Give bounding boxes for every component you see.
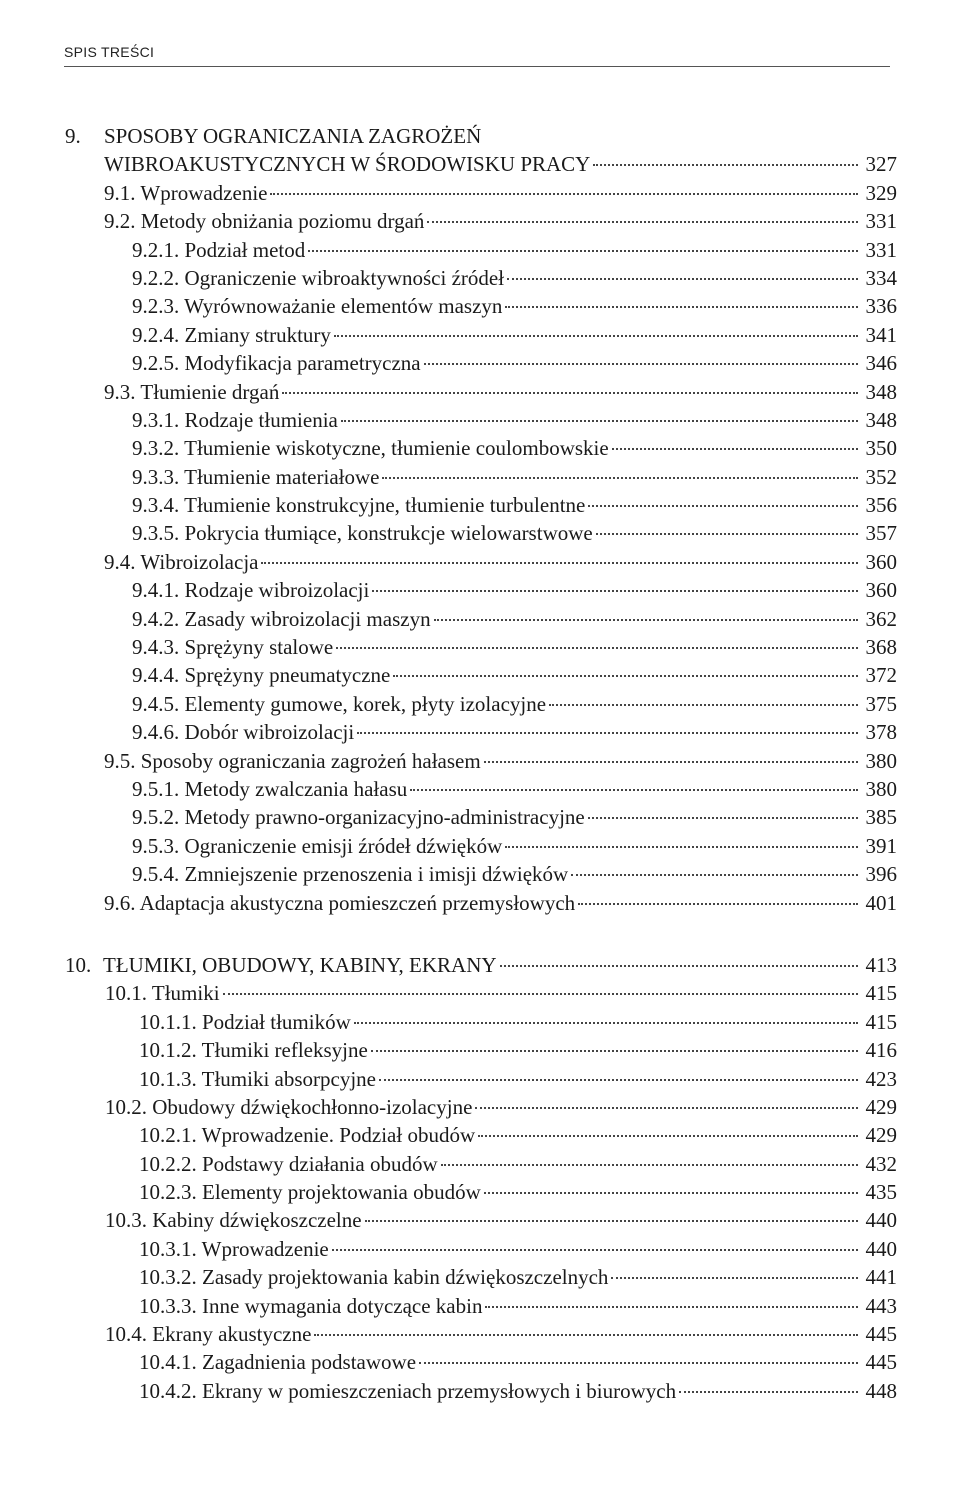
- toc-entry[interactable]: [65, 1178, 897, 1206]
- section-title: Tłumiki: [151, 981, 220, 1006]
- toc-entry[interactable]: [65, 1292, 897, 1320]
- toc-entry-label: [132, 832, 502, 860]
- toc-entry-label: [139, 1036, 368, 1064]
- dot-leader: [424, 363, 858, 365]
- toc-entry[interactable]: [65, 1235, 897, 1263]
- page-number: 336: [865, 294, 897, 319]
- dot-leader: [270, 193, 858, 195]
- header-rule: [64, 66, 890, 67]
- toc-entry[interactable]: [65, 860, 897, 888]
- toc-entry-label: [132, 406, 338, 434]
- section-title: Elementy gumowe, korek, płyty izolacyjne: [184, 691, 547, 716]
- section-number: 9.2.1.: [132, 237, 180, 262]
- page-number: 362: [865, 606, 897, 631]
- dot-leader: [341, 420, 858, 422]
- page-number: 415: [865, 1009, 897, 1034]
- dot-leader: [371, 1050, 858, 1052]
- section-number: 9.5.: [104, 748, 136, 773]
- toc-entry-label: [132, 605, 431, 633]
- dot-leader: [282, 392, 858, 394]
- section-title: Zasady projektowania kabin dźwiękoszczelnych: [202, 1265, 609, 1290]
- chapter-10: [65, 951, 897, 1405]
- toc-entry-label: [139, 1263, 608, 1291]
- toc-entry[interactable]: [65, 406, 897, 434]
- dot-leader: [588, 505, 858, 507]
- toc-entry-label: [132, 519, 593, 547]
- toc-entry[interactable]: [65, 803, 897, 831]
- dot-leader: [334, 335, 858, 337]
- toc-entry-label: [139, 1150, 438, 1178]
- page-number: 385: [865, 805, 897, 830]
- toc-entry-label: [104, 179, 267, 207]
- toc-entry[interactable]: [65, 1320, 897, 1348]
- dot-leader: [612, 448, 858, 450]
- page-number: 350: [865, 436, 897, 461]
- page-number: 413: [865, 952, 897, 977]
- toc-entry-label: [132, 292, 502, 320]
- section-number: 9.4.2.: [132, 606, 180, 631]
- section-title: Pokrycia tłumiące, konstrukcje wielowarstwowe: [184, 521, 593, 546]
- section-title: Rodzaje tłumienia: [184, 407, 338, 432]
- toc-entry-label: [104, 747, 481, 775]
- page-number: 440: [865, 1208, 897, 1233]
- page-number: 391: [865, 833, 897, 858]
- dot-leader: [372, 590, 858, 592]
- dot-leader: [505, 846, 858, 848]
- dot-leader: [593, 164, 858, 166]
- toc-entry[interactable]: [65, 576, 897, 604]
- page-number: 441: [865, 1265, 897, 1290]
- page-number: 375: [865, 691, 897, 716]
- page-number: 378: [865, 720, 897, 745]
- section-number: 10.1.3.: [139, 1066, 197, 1091]
- dot-leader: [500, 965, 858, 967]
- dot-leader: [571, 874, 858, 876]
- toc-entry-label: [139, 1348, 416, 1376]
- section-number: 9.2.5.: [132, 351, 180, 376]
- toc-entry-label: [105, 1093, 472, 1121]
- section-title: Ograniczenie emisji źródeł dźwięków: [184, 833, 503, 858]
- page-number: 331: [865, 237, 897, 262]
- dot-leader: [478, 1135, 858, 1137]
- dot-leader: [332, 1249, 858, 1251]
- chapter-title: SPOSOBY OGRANICZANIA ZAGROŻEŃ: [104, 124, 482, 148]
- page-number: 356: [865, 493, 897, 518]
- toc-entry[interactable]: [65, 491, 897, 519]
- dot-leader: [379, 1079, 858, 1081]
- toc-entry-label: [139, 1121, 475, 1149]
- toc-entry[interactable]: [65, 1206, 897, 1234]
- section-title: Ekrany akustyczne: [152, 1322, 312, 1347]
- toc-entry[interactable]: [65, 1008, 897, 1036]
- toc-entry[interactable]: [65, 1036, 897, 1064]
- toc-entry[interactable]: [65, 979, 897, 1007]
- section-title: Ograniczenie wibroaktywności źródeł: [184, 265, 505, 290]
- toc-entry-label: [139, 1235, 329, 1263]
- toc-entry[interactable]: [65, 690, 897, 718]
- toc-entry[interactable]: [65, 463, 897, 491]
- toc-entry[interactable]: [65, 349, 897, 377]
- dot-leader: [679, 1391, 858, 1393]
- page-number: 396: [865, 862, 897, 887]
- dot-leader: [308, 250, 858, 252]
- section-title: Modyfikacja parametryczna: [184, 351, 421, 376]
- section-number: 9.4.: [104, 549, 136, 574]
- page-number: 423: [865, 1066, 897, 1091]
- section-title: Metody obniżania poziomu drgań: [140, 209, 425, 234]
- toc-entry-label: [132, 803, 585, 831]
- page-number: 346: [865, 351, 897, 376]
- chapter-9-entries: [65, 179, 897, 917]
- section-number: 9.2.3.: [132, 294, 180, 319]
- page-number: 334: [865, 265, 897, 290]
- page-number: 341: [865, 322, 897, 347]
- page-number: 445: [865, 1350, 897, 1375]
- page-number: 401: [865, 890, 897, 915]
- dot-leader: [578, 903, 858, 905]
- section-number: 10.1.: [105, 981, 147, 1006]
- dot-leader: [475, 1107, 858, 1109]
- toc-entry[interactable]: [65, 1150, 897, 1178]
- page-number: 348: [865, 407, 897, 432]
- toc-entry-label: [132, 860, 568, 888]
- toc-entry[interactable]: [65, 605, 897, 633]
- page-number: 348: [865, 379, 897, 404]
- page-number: 443: [865, 1293, 897, 1318]
- section-title: Rodzaje wibroizolacji: [184, 578, 370, 603]
- toc-entry[interactable]: [65, 661, 897, 689]
- toc-entry-label: [104, 207, 424, 235]
- section-title: Wyrównoważanie elementów maszyn: [184, 294, 503, 319]
- page-number: 331: [865, 209, 897, 234]
- section-number: 10.4.1.: [139, 1350, 197, 1375]
- section-title: Inne wymagania dotyczące kabin: [202, 1293, 483, 1318]
- section-number: 9.3.5.: [132, 521, 180, 546]
- section-number: 10.2.2.: [139, 1151, 197, 1176]
- section-number: 10.2.3.: [139, 1180, 197, 1205]
- section-number: 9.4.1.: [132, 578, 180, 603]
- chapter-9: [65, 122, 897, 917]
- toc-entry-label: [132, 463, 379, 491]
- toc-entry[interactable]: [65, 747, 897, 775]
- chapter-title-continued: WIBROAKUSTYCZNYCH W ŚRODOWISKU PRACY: [104, 152, 591, 177]
- toc-entry-label: [132, 491, 585, 519]
- toc-entry[interactable]: [65, 378, 897, 406]
- toc-entry[interactable]: [65, 633, 897, 661]
- section-title: Zmiany struktury: [184, 322, 331, 347]
- section-title: Tłumienie drgań: [140, 379, 280, 404]
- dot-leader: [505, 306, 858, 308]
- section-title: Tłumienie wiskotyczne, tłumienie coulombowskie: [184, 436, 609, 461]
- dot-leader: [382, 477, 858, 479]
- section-title: Podstawy działania obudów: [202, 1151, 438, 1176]
- section-number: 9.5.3.: [132, 833, 180, 858]
- toc-entry[interactable]: [65, 718, 897, 746]
- section-title: Wibroizolacja: [140, 549, 259, 574]
- dot-leader: [507, 278, 858, 280]
- section-title: Podział metod: [184, 237, 306, 262]
- toc-entry-label: [132, 349, 421, 377]
- page-number: 445: [865, 1322, 897, 1347]
- chapter-9-title-line2[interactable]: [65, 150, 897, 178]
- section-number: 9.2.: [104, 209, 136, 234]
- section-number: 9.3.3.: [132, 464, 180, 489]
- page-number: 368: [865, 635, 897, 660]
- dot-leader: [314, 1334, 858, 1336]
- toc-entry-label: [139, 1292, 482, 1320]
- section-number: 9.2.4.: [132, 322, 180, 347]
- section-number: 9.6.: [104, 890, 136, 915]
- dot-leader: [354, 1022, 858, 1024]
- page-number: 432: [865, 1151, 897, 1176]
- toc-entry-label: [104, 548, 258, 576]
- page-number: 440: [865, 1236, 897, 1261]
- toc-entry[interactable]: [65, 207, 897, 235]
- section-number: 10.1.2.: [139, 1038, 197, 1063]
- section-title: Dobór wibroizolacji: [184, 720, 355, 745]
- chapter-number: 9.: [65, 124, 81, 148]
- section-title: Adaptacja akustyczna pomieszczeń przemysłowych: [139, 890, 576, 915]
- section-number: 10.2.1.: [139, 1123, 197, 1148]
- toc-entry[interactable]: [65, 434, 897, 462]
- section-title: Kabiny dźwiękoszczelne: [152, 1208, 362, 1233]
- toc-entry-label: [139, 1178, 481, 1206]
- section-number: 9.5.4.: [132, 862, 180, 887]
- page-number: 380: [865, 776, 897, 801]
- section-number: 10.3.3.: [139, 1293, 197, 1318]
- toc-entry-label: [132, 661, 390, 689]
- section-number: 9.4.5.: [132, 691, 180, 716]
- section-number: 9.3.1.: [132, 407, 180, 432]
- chapter-title: TŁUMIKI, OBUDOWY, KABINY, EKRANY: [103, 952, 497, 977]
- section-title: Zmniejszenie przenoszenia i imisji dźwięków: [184, 862, 569, 887]
- section-title: Metody zwalczania hałasu: [184, 776, 408, 801]
- toc-entry-label: [132, 434, 609, 462]
- section-title: Sprężyny pneumatyczne: [184, 663, 391, 688]
- toc-entry[interactable]: [65, 264, 897, 292]
- dot-leader: [485, 1306, 858, 1308]
- section-number: 9.5.1.: [132, 776, 180, 801]
- toc-entry-label: [132, 690, 546, 718]
- section-title: Ekrany w pomieszczeniach przemysłowych i biurowych: [202, 1378, 677, 1403]
- toc-entry-label: [104, 378, 279, 406]
- toc-entry-label: [139, 1377, 676, 1405]
- page-number: 448: [865, 1378, 897, 1403]
- dot-leader: [365, 1220, 858, 1222]
- toc-entry-label: [105, 1320, 311, 1348]
- section-title: Zasady wibroizolacji maszyn: [184, 606, 431, 631]
- section-number: 9.5.2.: [132, 805, 180, 830]
- page-number: 372: [865, 663, 897, 688]
- dot-leader: [434, 619, 858, 621]
- toc-entry[interactable]: [65, 1263, 897, 1291]
- dot-leader: [484, 761, 858, 763]
- dot-leader: [419, 1362, 858, 1364]
- section-number: 10.4.: [105, 1322, 147, 1347]
- chapter-number: 10.: [65, 952, 92, 977]
- toc-entry[interactable]: [65, 832, 897, 860]
- toc-entry-label: [132, 321, 331, 349]
- toc-entry[interactable]: [65, 519, 897, 547]
- toc-entry-label: [105, 979, 220, 1007]
- running-header: SPIS TREŚCI: [64, 44, 155, 60]
- dot-leader: [549, 704, 858, 706]
- page-number: 327: [865, 152, 897, 177]
- toc-entry-label: [132, 775, 407, 803]
- toc-entry[interactable]: [65, 179, 897, 207]
- dot-leader: [441, 1164, 858, 1166]
- dot-leader: [410, 789, 858, 791]
- section-number: 9.3.: [104, 379, 136, 404]
- section-title: Wprowadzenie: [201, 1236, 329, 1261]
- section-title: Sposoby ograniczania zagrożeń hałasem: [140, 748, 481, 773]
- table-of-contents: [65, 122, 897, 1439]
- section-number: 10.2.: [105, 1094, 147, 1119]
- section-number: 10.1.1.: [139, 1009, 197, 1034]
- section-number: 9.4.4.: [132, 663, 180, 688]
- section-title: Wprowadzenie. Podział obudów: [201, 1123, 476, 1148]
- page-number: 416: [865, 1038, 897, 1063]
- page-number: 360: [865, 578, 897, 603]
- section-number: 10.3.1.: [139, 1236, 197, 1261]
- dot-leader: [596, 533, 858, 535]
- toc-entry-label: [104, 889, 575, 917]
- section-number: 10.4.2.: [139, 1378, 197, 1403]
- toc-entry[interactable]: [65, 321, 897, 349]
- page-number: 352: [865, 464, 897, 489]
- toc-entry[interactable]: [65, 236, 897, 264]
- chapter-10-entries: [65, 979, 897, 1405]
- chapter-9-title-line1: [65, 122, 897, 150]
- dot-leader: [427, 221, 858, 223]
- page-number: 380: [865, 748, 897, 773]
- chapter-10-title[interactable]: [65, 951, 897, 979]
- toc-entry[interactable]: [65, 775, 897, 803]
- page-number: 435: [865, 1180, 897, 1205]
- page-number: 429: [865, 1123, 897, 1148]
- dot-leader: [588, 817, 858, 819]
- page-number: 429: [865, 1094, 897, 1119]
- section-number: 10.3.2.: [139, 1265, 197, 1290]
- section-title: Elementy projektowania obudów: [202, 1180, 481, 1205]
- section-title: Tłumienie materiałowe: [184, 464, 380, 489]
- section-title: Sprężyny stalowe: [184, 635, 334, 660]
- section-number: 9.4.6.: [132, 720, 180, 745]
- dot-leader: [611, 1277, 858, 1279]
- toc-entry[interactable]: [65, 1093, 897, 1121]
- toc-entry-label: [132, 633, 333, 661]
- dot-leader: [484, 1192, 858, 1194]
- section-title: Tłumienie konstrukcyjne, tłumienie turbulentne: [184, 493, 586, 518]
- toc-entry[interactable]: [65, 1377, 897, 1405]
- section-number: 9.4.3.: [132, 635, 180, 660]
- section-title: Metody prawno-organizacyjno-administracyjne: [184, 805, 585, 830]
- toc-entry-label: [132, 236, 305, 264]
- toc-entry[interactable]: [65, 292, 897, 320]
- page-number: 329: [865, 180, 897, 205]
- toc-entry-label: [139, 1008, 351, 1036]
- section-title: Wprowadzenie: [140, 180, 268, 205]
- toc-entry-label: [139, 1065, 376, 1093]
- section-number: 9.1.: [104, 180, 136, 205]
- section-title: Obudowy dźwiękochłonno-izolacyjne: [152, 1094, 473, 1119]
- toc-entry[interactable]: [65, 1348, 897, 1376]
- toc-entry-label: [105, 1206, 362, 1234]
- section-number: 9.3.4.: [132, 493, 180, 518]
- dot-leader: [336, 647, 858, 649]
- dot-leader: [357, 732, 858, 734]
- toc-entry[interactable]: [65, 548, 897, 576]
- section-number: 9.2.2.: [132, 265, 180, 290]
- page-number: 357: [865, 521, 897, 546]
- toc-entry-label: [132, 264, 504, 292]
- toc-entry[interactable]: [65, 1065, 897, 1093]
- section-number: 9.3.2.: [132, 436, 180, 461]
- section-title: Tłumiki absorpcyjne: [201, 1066, 377, 1091]
- section-title: Podział tłumików: [202, 1009, 351, 1034]
- section-number: 10.3.: [105, 1208, 147, 1233]
- page-number: 415: [865, 981, 897, 1006]
- section-title: Zagadnienia podstawowe: [202, 1350, 417, 1375]
- toc-entry[interactable]: [65, 1121, 897, 1149]
- toc-entry-label: [132, 718, 354, 746]
- dot-leader: [223, 993, 858, 995]
- dot-leader: [393, 675, 858, 677]
- toc-entry-label: [132, 576, 369, 604]
- dot-leader: [261, 562, 858, 564]
- toc-entry[interactable]: [65, 889, 897, 917]
- section-title: Tłumiki refleksyjne: [201, 1038, 368, 1063]
- page-number: 360: [865, 549, 897, 574]
